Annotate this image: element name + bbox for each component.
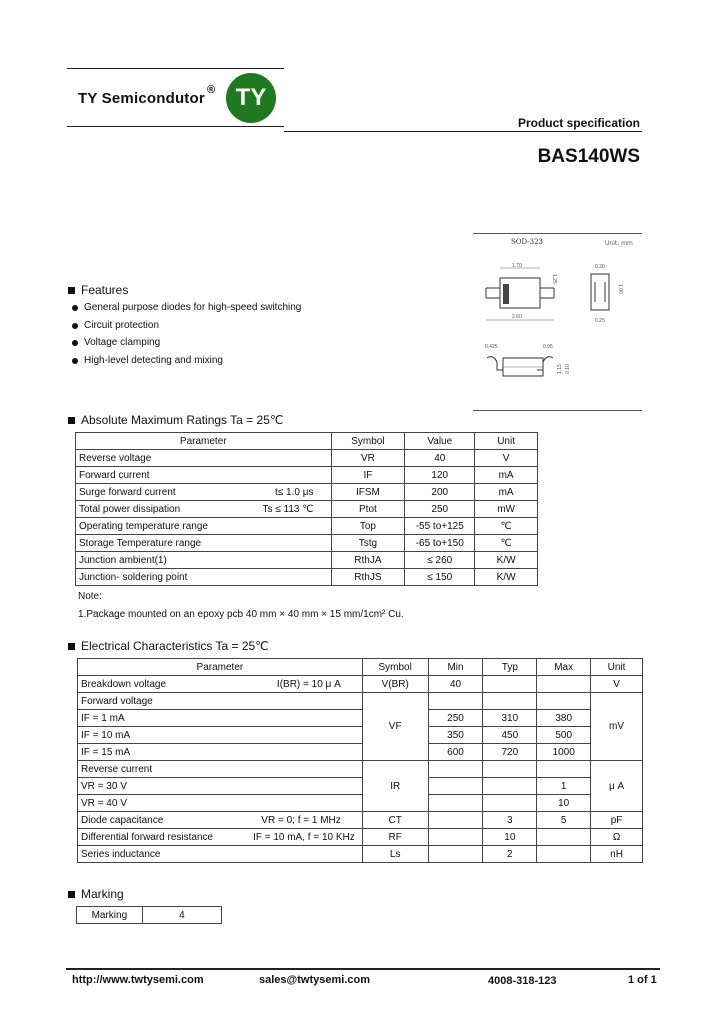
bullet-icon: [72, 358, 78, 364]
package-name: SOD-323: [511, 238, 544, 246]
table-row: IF = 1 mA 250 310 380: [78, 710, 643, 727]
dim-label: 0.10: [565, 364, 571, 374]
bullet-icon: [72, 305, 78, 311]
product-spec-label: Product specification: [517, 116, 640, 130]
section-bullet-icon: [68, 417, 75, 424]
package-outline-drawing: [473, 234, 642, 410]
abs-max-heading: [68, 413, 283, 427]
table-row: Total power dissipation Ts ≤ 113 ℃ Ptot 250 mW: [76, 501, 538, 518]
section-bullet-icon: [68, 287, 75, 294]
elec-table: [77, 658, 643, 863]
footer-email[interactable]: sales@twtysemi.com: [259, 974, 370, 986]
marking-title: Marking: [81, 887, 124, 901]
table-row: Surge forward current t≤ 1.0 μs IFSM 200 mA: [76, 484, 538, 501]
bullet-icon: [72, 340, 78, 346]
feature-item: Voltage clamping: [72, 337, 160, 348]
section-bullet-icon: [68, 891, 75, 898]
footer-rule: [66, 968, 660, 970]
dim-label: 1.25: [551, 274, 557, 284]
features-title: Features: [81, 283, 129, 297]
footer-url[interactable]: http://www.twtysemi.com: [72, 974, 204, 986]
feature-item: General purpose diodes for high-speed switching: [72, 302, 301, 313]
feature-item: High-level detecting and mixing: [72, 355, 223, 366]
table-row: Storage Temperature range Tstg -65 to+150 ℃: [76, 535, 538, 552]
table-row: Series inductance Ls 2 nH: [78, 846, 643, 863]
header-left-rule: [67, 126, 284, 127]
company-logo: TY: [226, 73, 276, 123]
dim-label: 1.70: [512, 263, 522, 269]
dim-label: 0.30: [595, 264, 605, 270]
feature-item: Circuit protection: [72, 320, 159, 331]
dim-label: 0.425: [485, 344, 498, 350]
header-right-rule: [284, 131, 642, 132]
header-top-rule: [67, 68, 284, 69]
dim-label: 1.00: [617, 284, 623, 294]
registered-mark: ®: [207, 84, 216, 96]
table-row: Reverse voltage VR 40 V: [76, 450, 538, 467]
footer-phone: 4008-318-123: [488, 975, 557, 987]
top-view-band: [503, 284, 509, 304]
features-heading: [68, 283, 128, 297]
dim-label: 0.95: [543, 344, 553, 350]
package-bottom-rule: [473, 410, 642, 411]
table-row: Junction ambient(1) RthJA ≤ 260 K/W: [76, 552, 538, 569]
package-units: Unit: mm: [605, 240, 633, 247]
table-row: Forward current IF 120 mA: [76, 467, 538, 484]
marking-table: [76, 906, 222, 924]
dim-label: 0.25: [595, 318, 605, 324]
part-number: BAS140WS: [537, 146, 640, 167]
abs-max-table: [75, 432, 538, 586]
elec-title: Electrical Characteristics Ta = 25℃: [81, 639, 269, 653]
note-label: Note:: [78, 591, 102, 602]
table-row: IF = 10 mA 350 450 500: [78, 727, 643, 744]
table-row: VR = 30 V 1: [78, 778, 643, 795]
table-row: Forward voltage VF mV: [78, 693, 643, 710]
table-row: Operating temperature range Top -55 to+125 ℃: [76, 518, 538, 535]
table-row: Breakdown voltage I(BR) = 10 μ A V(BR) 40 V: [78, 676, 643, 693]
marking-heading: [68, 887, 124, 901]
table-row: Junction- soldering point RthJS ≤ 150 K/W: [76, 569, 538, 586]
table-header-row: Parameter Symbol Min Typ Max Unit: [78, 659, 643, 676]
table-row: IF = 15 mA 600 720 1000: [78, 744, 643, 761]
bullet-icon: [72, 323, 78, 329]
brand-name: TY Semicondutor: [78, 90, 205, 107]
note-text: 1.Package mounted on an epoxy pcb 40 mm × 40 mm × 15 mm/1cm² Cu.: [78, 609, 404, 620]
table-row: Differential forward resistance IF = 10 mA, f = 10 KHz RF 10 Ω: [78, 829, 643, 846]
abs-max-title: Absolute Maximum Ratings Ta = 25℃: [81, 413, 284, 427]
table-row: VR = 40 V 10: [78, 795, 643, 812]
dim-label: 1.15: [557, 364, 563, 374]
table-header-row: Parameter Symbol Value Unit: [76, 433, 538, 450]
dim-label: 2.60: [512, 314, 522, 320]
section-bullet-icon: [68, 643, 75, 650]
table-row: Reverse current IR μ A: [78, 761, 643, 778]
table-row: Marking 4: [77, 907, 222, 924]
elec-heading: [68, 639, 269, 653]
table-row: Diode capacitance VR = 0; f = 1 MHz CT 3 5 pF: [78, 812, 643, 829]
footer-page: 1 of 1: [628, 974, 657, 986]
